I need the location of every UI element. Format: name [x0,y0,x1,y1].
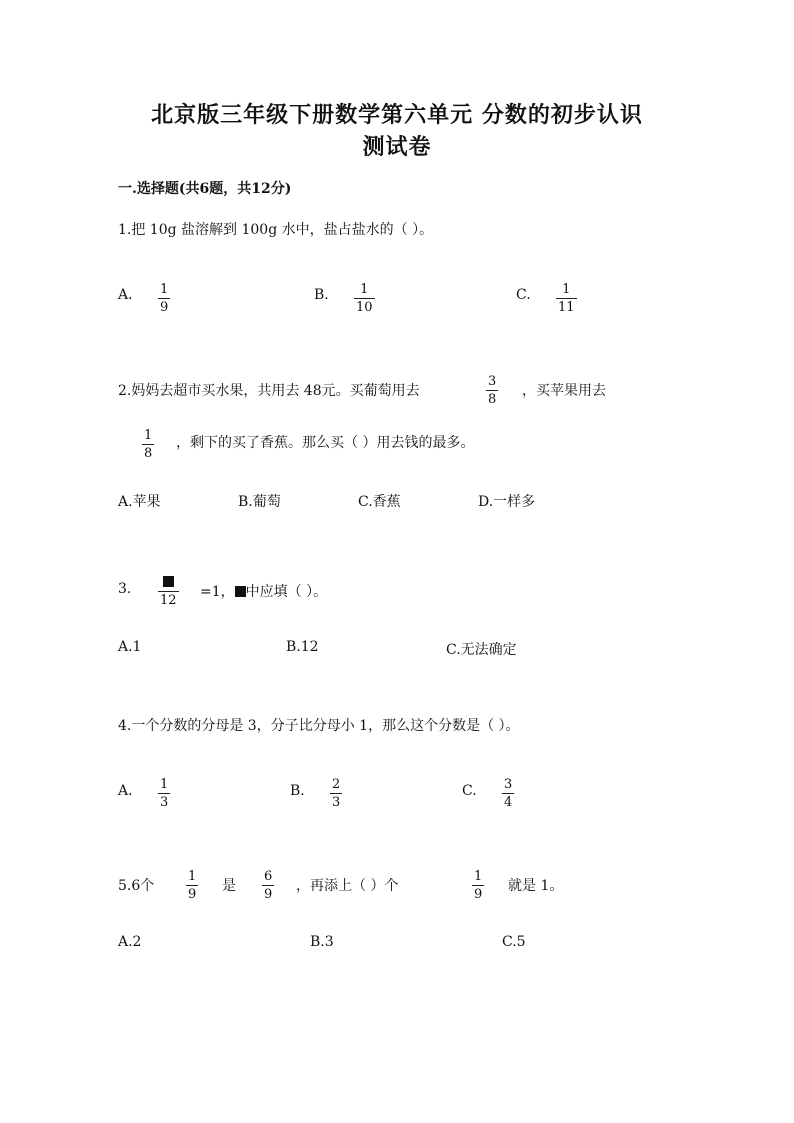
q2-apple-fraction [142,428,154,461]
q1-option-c-fraction [556,282,577,315]
fraction-denominator: 11 [558,300,575,315]
question-5-text-part4: 就是 1。 [508,878,564,894]
fraction-numerator: 1 [144,428,153,443]
question-2-text-part1: 2.妈妈去超市买水果，共用去 48元。买葡萄用去 [118,383,420,399]
fraction-numerator: 1 [474,869,483,884]
fraction-bar [330,793,342,794]
fraction-bar [262,885,274,886]
q3-option-c: C.无法确定 [446,642,517,658]
question-3-text-part1: =1， [200,584,235,600]
fraction-numerator: 6 [264,869,273,884]
q1-option-b-label: B. [314,287,329,303]
fraction-numerator: 2 [332,777,341,792]
q5-option-a: A.2 [118,934,142,950]
question-3-text [200,581,327,601]
q2-option-a: A.苹果 [118,494,161,510]
q2-option-c: C.香蕉 [358,494,401,510]
fraction-bar [158,591,179,592]
question-5-text-part1: 5.6个 [118,878,155,894]
fraction-bar [486,390,498,391]
fraction-bar [186,885,198,886]
question-3-number: 3. [118,581,132,597]
question-1-text: 1.把 10g 盐溶解到 100g 水中，盐占盐水的（ ）。 [118,222,434,238]
fraction-numerator: 1 [188,869,197,884]
fraction-denominator: 12 [160,593,177,608]
q1-option-b-fraction [354,282,375,315]
fraction-denominator: 8 [144,446,153,461]
q2-option-b: B.葡萄 [238,494,281,510]
page-title-line1: 北京版三年级下册数学第六单元 分数的初步认识 [151,102,643,128]
fraction-denominator: 3 [332,795,341,810]
q3-option-a: A.1 [118,639,142,655]
fraction-numerator: 3 [488,374,497,389]
q3-option-b: B.12 [286,639,319,655]
q4-option-b-fraction [330,777,342,810]
question-2-text-part3: ，剩下的买了香蕉。那么买（ ）用去钱的最多。 [176,435,475,451]
q4-option-c-label: C. [462,783,477,799]
question-5-text-part3: ，再添上（ ）个 [296,878,399,894]
q3-fraction [158,575,179,608]
fraction-bar [556,298,577,299]
q4-option-b-label: B. [290,783,305,799]
q1-option-c-label: C. [516,287,531,303]
q5-fraction-1 [186,869,198,902]
fraction-denominator: 9 [160,300,169,315]
fraction-bar [158,793,170,794]
fraction-denominator: 3 [160,795,169,810]
fraction-denominator: 9 [188,887,197,902]
fraction-bar [142,444,154,445]
section-heading: 一.选择题(共6题，共12分) [118,181,292,197]
fraction-bar [472,885,484,886]
question-4-text: 4.一个分数的分母是 3，分子比分母小 1，那么这个分数是（ ）。 [118,718,520,734]
q5-option-c: C.5 [502,934,526,950]
q4-option-a-label: A. [118,783,133,799]
fraction-numerator: 1 [360,282,369,297]
fraction-denominator: 4 [504,795,513,810]
fraction-bar [502,793,514,794]
question-2-text-part2: ，买苹果用去 [522,383,606,399]
q4-option-a-fraction [158,777,170,810]
black-square-icon [161,575,176,590]
question-3-text-part2: 中应填（ ）。 [245,584,328,600]
q2-grape-fraction [486,374,498,407]
fraction-numerator: 1 [160,282,169,297]
fraction-numerator: 1 [160,777,169,792]
q5-fraction-3 [472,869,484,902]
fraction-bar [354,298,375,299]
fraction-denominator: 9 [264,887,273,902]
fraction-numerator: 1 [562,282,571,297]
q1-option-a-label: A. [118,287,133,303]
q1-option-a-fraction [158,282,170,315]
q5-option-b: B.3 [310,934,334,950]
black-square-icon [235,586,246,597]
fraction-denominator: 8 [488,392,497,407]
q4-option-c-fraction [502,777,514,810]
fraction-denominator: 10 [356,300,373,315]
fraction-denominator: 9 [474,887,483,902]
q5-fraction-2 [262,869,274,902]
fraction-numerator: 3 [504,777,513,792]
q2-option-d: D.一样多 [478,494,536,510]
page-title-line2: 测试卷 [362,134,432,160]
question-5-text-part2: 是 [222,878,236,894]
fraction-bar [158,298,170,299]
